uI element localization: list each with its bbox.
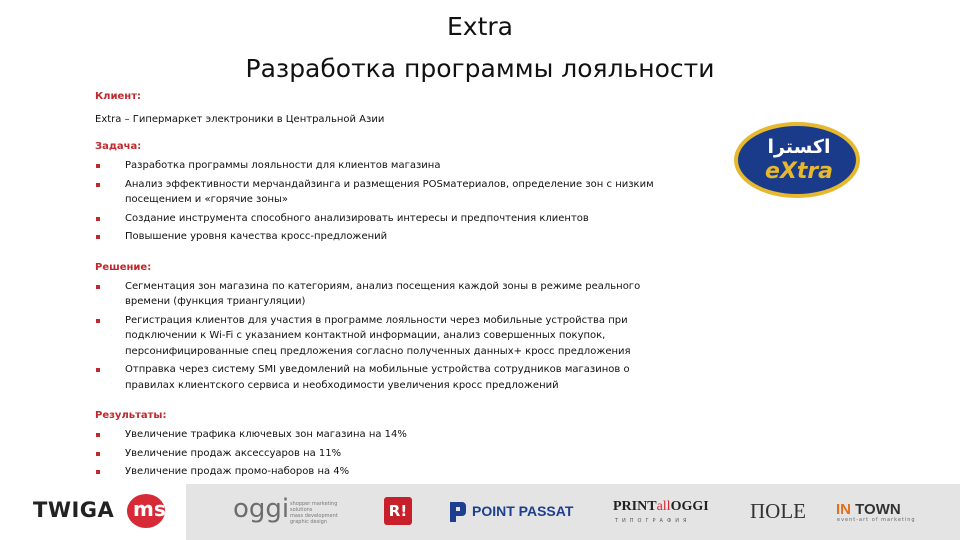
bullet-icon bbox=[96, 452, 100, 456]
slide-title bbox=[0, 6, 960, 90]
list-item: Разработка программы лояльности для клиентов магазина bbox=[95, 158, 655, 174]
intown-logo: IN TOWN bbox=[836, 501, 901, 518]
bullet-icon bbox=[96, 285, 100, 289]
bullet-icon bbox=[96, 217, 100, 221]
printalloggi-subtitle: ТИПОГРАФИЯ bbox=[615, 518, 691, 524]
pole-logo: ПОLE bbox=[750, 499, 806, 523]
partner-footer bbox=[0, 484, 960, 540]
list-item: Отправка через систему SMI уведомлений на мобильные устройства сотрудников магазинов о правилах клиентского сервиса и необходимости увеличения кросс предложений bbox=[95, 362, 655, 393]
point-passat-icon bbox=[450, 502, 466, 522]
task-heading: Задача: bbox=[95, 141, 142, 152]
list-item: Создание инструмента способного анализировать интересы и предпочтения клиентов bbox=[95, 211, 655, 227]
extra-logo bbox=[732, 120, 862, 200]
bullet-icon bbox=[96, 433, 100, 437]
oggi-logo: oggi bbox=[233, 494, 290, 524]
bullet-icon bbox=[96, 470, 100, 474]
list-item: Регистрация клиентов для участия в программе лояльности через мобильные устройства при подключении к Wi-Fi с указанием контактной информации, анализ совершенных покупок, персонифицированные спец предложения согласно полученных данных+ кросс предложения bbox=[95, 313, 655, 360]
list-item: Анализ эффективности мерчандайзинга и размещения POSматериалов, определение зон с низким посещением и «горячие зоны» bbox=[95, 177, 655, 208]
list-item: Увеличение продаж аксессуаров на 11% bbox=[95, 446, 655, 462]
task-list bbox=[95, 158, 655, 245]
ms-logo-text: ms bbox=[133, 497, 166, 521]
bullet-icon bbox=[96, 183, 100, 187]
solution-list bbox=[95, 279, 655, 394]
client-heading: Клиент: bbox=[95, 91, 141, 102]
title-line-1: Extra bbox=[447, 12, 513, 41]
solution-heading: Решение: bbox=[95, 261, 152, 273]
list-item: Повышение уровня качества кросс-предложений bbox=[95, 229, 655, 245]
results-heading: Результаты: bbox=[95, 410, 167, 421]
list-item: Увеличение продаж промо-наборов на 4% bbox=[95, 464, 655, 480]
bullet-icon bbox=[96, 368, 100, 372]
list-item: Увеличение трафика ключевых зон магазина на 14% bbox=[95, 427, 655, 443]
bullet-icon bbox=[96, 319, 100, 323]
intown-subtitle: event-art of marketing bbox=[837, 517, 916, 523]
bullet-icon bbox=[96, 235, 100, 239]
printalloggi-logo: PRINTallOGGI bbox=[613, 499, 709, 514]
title-line-2: Разработка программы лояльности bbox=[245, 54, 715, 83]
point-passat-logo: POINT PASSAT bbox=[472, 503, 574, 519]
extra-logo-latin: eXtra bbox=[764, 159, 834, 184]
footer-brand-area bbox=[0, 484, 186, 540]
bullet-icon bbox=[96, 164, 100, 168]
oggi-tagline: shopper marketing solutions mass development graphic design bbox=[290, 501, 338, 525]
twiga-logo: TWIGA bbox=[33, 498, 115, 522]
r-logo: R! bbox=[384, 497, 412, 525]
extra-logo-arabic: اكسترا bbox=[767, 136, 831, 158]
client-text: Extra – Гипермаркет электроники в Центральной Азии bbox=[95, 114, 385, 125]
case-content bbox=[95, 90, 655, 501]
list-item: Сегментация зон магазина по категориям, анализ посещения каждой зоны в режиме реального времени (функция триангуляции) bbox=[95, 279, 655, 310]
